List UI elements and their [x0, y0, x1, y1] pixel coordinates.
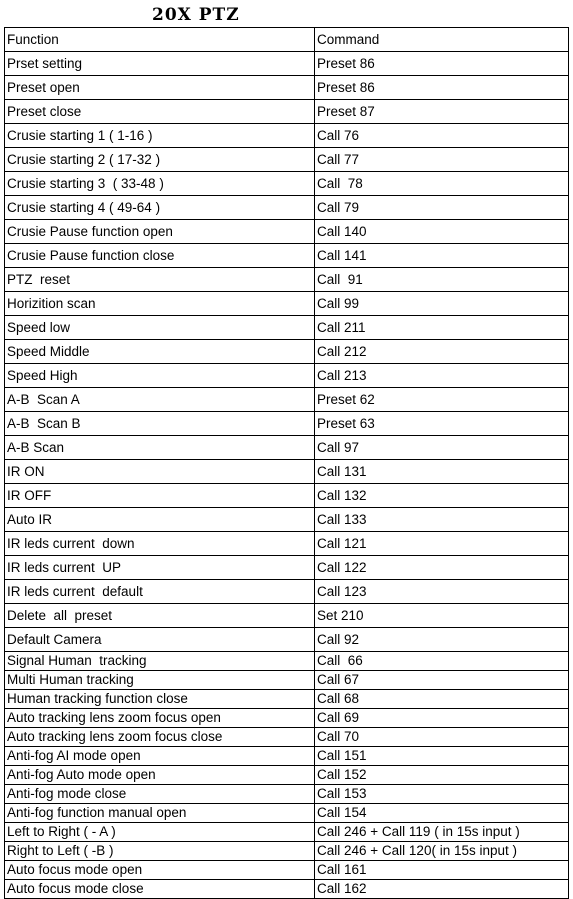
function-cell: A-B Scan: [5, 436, 315, 460]
function-cell: Auto tracking lens zoom focus open: [5, 709, 315, 728]
command-cell: Call 68: [315, 690, 569, 709]
command-cell: Call 151: [315, 747, 569, 766]
command-cell: Call 92: [315, 628, 569, 652]
table-row: [5, 100, 569, 124]
table-row: [5, 124, 569, 148]
table-row: [5, 690, 569, 709]
document-title: 20X PTZ: [152, 5, 240, 25]
function-cell: Default Camera: [5, 628, 315, 652]
command-cell: Call 78: [315, 172, 569, 196]
table-row: [5, 172, 569, 196]
table-row: [5, 880, 569, 899]
table-row: [5, 785, 569, 804]
table-row: [5, 728, 569, 747]
function-cell: A-B Scan A: [5, 388, 315, 412]
function-cell: Delete all preset: [5, 604, 315, 628]
table-row: [5, 580, 569, 604]
function-cell: Anti-fog function manual open: [5, 804, 315, 823]
table-row: [5, 244, 569, 268]
function-cell: Preset close: [5, 100, 315, 124]
function-cell: Crusie starting 3 ( 33-48 ): [5, 172, 315, 196]
function-cell: Auto focus mode open: [5, 861, 315, 880]
command-cell: Call 211: [315, 316, 569, 340]
function-cell: PTZ reset: [5, 268, 315, 292]
table-row: [5, 460, 569, 484]
function-cell: Crusie Pause function close: [5, 244, 315, 268]
command-cell: Call 162: [315, 880, 569, 899]
command-cell: Preset 86: [315, 52, 569, 76]
table-row: [5, 823, 569, 842]
command-cell: Call 131: [315, 460, 569, 484]
command-cell: Call 69: [315, 709, 569, 728]
function-cell: IR leds current default: [5, 580, 315, 604]
table-row: [5, 436, 569, 460]
table-row: [5, 412, 569, 436]
table-row: [5, 556, 569, 580]
table-row: [5, 532, 569, 556]
function-cell: Right to Left ( -B ): [5, 842, 315, 861]
function-cell: IR OFF: [5, 484, 315, 508]
command-cell: Call 99: [315, 292, 569, 316]
table-row: [5, 364, 569, 388]
function-cell: IR leds current UP: [5, 556, 315, 580]
function-cell: Auto tracking lens zoom focus close: [5, 728, 315, 747]
table-row: [5, 220, 569, 244]
command-cell: Call 133: [315, 508, 569, 532]
function-cell: Crusie starting 1 ( 1-16 ): [5, 124, 315, 148]
command-cell: Call 153: [315, 785, 569, 804]
command-table: [4, 27, 569, 899]
command-cell: Call 77: [315, 148, 569, 172]
table-row: [5, 268, 569, 292]
function-cell: Multi Human tracking: [5, 671, 315, 690]
function-cell: Prset setting: [5, 52, 315, 76]
function-cell: Crusie starting 2 ( 17-32 ): [5, 148, 315, 172]
table-row: [5, 604, 569, 628]
command-cell: Call 91: [315, 268, 569, 292]
function-cell: IR leds current down: [5, 532, 315, 556]
table-row: [5, 747, 569, 766]
function-cell: Auto IR: [5, 508, 315, 532]
function-cell: Speed Middle: [5, 340, 315, 364]
command-cell: Call 140: [315, 220, 569, 244]
function-cell: Preset open: [5, 76, 315, 100]
table-row: [5, 388, 569, 412]
function-cell: Auto focus mode close: [5, 880, 315, 899]
table-row: [5, 508, 569, 532]
table-row: [5, 292, 569, 316]
table-row: [5, 484, 569, 508]
command-cell: Preset 86: [315, 76, 569, 100]
command-cell: Call 79: [315, 196, 569, 220]
command-cell: Call 67: [315, 671, 569, 690]
command-cell: Call 97: [315, 436, 569, 460]
table-row: [5, 766, 569, 785]
command-cell: Call 246 + Call 120( in 15s input ): [315, 842, 569, 861]
command-cell: Call 213: [315, 364, 569, 388]
table-row: [5, 340, 569, 364]
table-row: [5, 76, 569, 100]
command-cell: Call 132: [315, 484, 569, 508]
command-cell: Call 70: [315, 728, 569, 747]
table-row: [5, 652, 569, 671]
function-cell: Signal Human tracking: [5, 652, 315, 671]
header-command: Command: [315, 28, 569, 52]
function-cell: A-B Scan B: [5, 412, 315, 436]
command-cell: Call 121: [315, 532, 569, 556]
command-cell: Preset 87: [315, 100, 569, 124]
command-cell: Call 122: [315, 556, 569, 580]
command-cell: Call 76: [315, 124, 569, 148]
function-cell: Anti-fog AI mode open: [5, 747, 315, 766]
command-cell: Call 154: [315, 804, 569, 823]
document-title-bar: [0, 0, 573, 28]
command-cell: Set 210: [315, 604, 569, 628]
table-row: [5, 709, 569, 728]
command-cell: Call 141: [315, 244, 569, 268]
function-cell: Crusie Pause function open: [5, 220, 315, 244]
table-row: [5, 804, 569, 823]
command-cell: Call 212: [315, 340, 569, 364]
table-row: [5, 316, 569, 340]
table-row: [5, 52, 569, 76]
function-cell: Crusie starting 4 ( 49-64 ): [5, 196, 315, 220]
function-cell: Speed High: [5, 364, 315, 388]
table-row: [5, 842, 569, 861]
table-row: [5, 861, 569, 880]
command-cell: Preset 62: [315, 388, 569, 412]
command-cell: Call 246 + Call 119 ( in 15s input ): [315, 823, 569, 842]
function-cell: Speed low: [5, 316, 315, 340]
table-row: [5, 196, 569, 220]
command-cell: Preset 63: [315, 412, 569, 436]
function-cell: IR ON: [5, 460, 315, 484]
function-cell: Anti-fog Auto mode open: [5, 766, 315, 785]
function-cell: Anti-fog mode close: [5, 785, 315, 804]
command-cell: Call 66: [315, 652, 569, 671]
table-row: [5, 671, 569, 690]
function-cell: Left to Right ( - A ): [5, 823, 315, 842]
table-header-row: [5, 28, 569, 52]
header-function: Function: [5, 28, 315, 52]
command-cell: Call 152: [315, 766, 569, 785]
command-cell: Call 123: [315, 580, 569, 604]
command-cell: Call 161: [315, 861, 569, 880]
table-row: [5, 148, 569, 172]
table-row: [5, 628, 569, 652]
function-cell: Human tracking function close: [5, 690, 315, 709]
function-cell: Horizition scan: [5, 292, 315, 316]
